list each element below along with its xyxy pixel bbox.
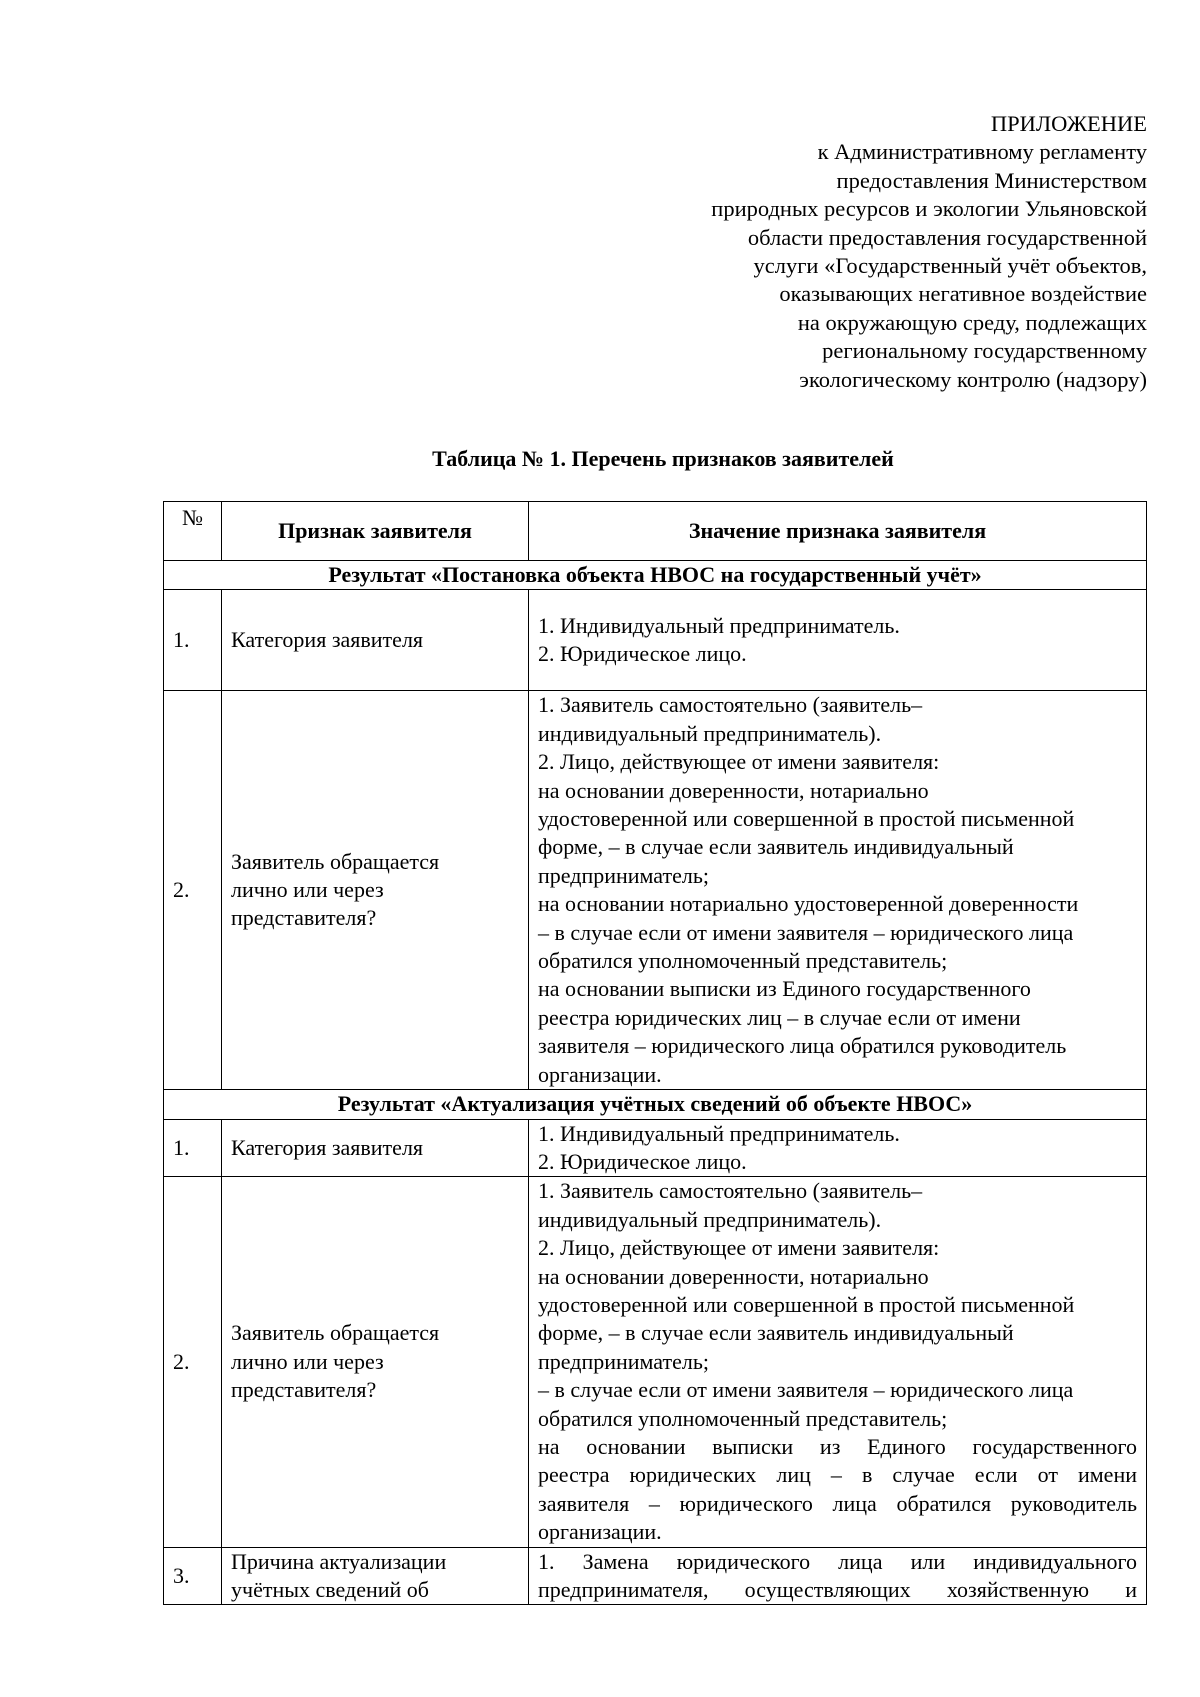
row-sign: Категория заявителя xyxy=(222,1119,529,1177)
row-value: 1. Заявитель самостоятельно (заявитель– индивидуальный предприниматель). 2. Лицо, действующее от имени заявителя: на основании доверенности, нотариально удостоверенной или совершенной в простой письменной форме, – в случае если заявитель индивидуальный предприниматель; на основании нотариально удостоверенной доверенности – в случае если от имени заявителя – юридического лица обратился уполномоченный представитель; на основании выписки из Единого государственного реестра юридических лиц – в случае если от имени заявителя – юридического лица обратился руководитель организации. xyxy=(529,691,1147,1090)
header-sign: Признак заявителя xyxy=(222,502,529,561)
table-row xyxy=(164,590,1147,691)
row-value: 1. Замена юридического лица или индивидуального предпринимателя, осуществляющих хозяйственную и xyxy=(529,1547,1147,1605)
header-value: Значение признака заявителя xyxy=(529,502,1147,561)
row-num: 1. xyxy=(164,590,222,691)
row-sign: Заявитель обращается лично или через представителя? xyxy=(222,1177,529,1547)
appendix-line: предоставления Министерством xyxy=(836,167,1147,193)
appendix-line: экологическому контролю (надзору) xyxy=(799,366,1147,392)
appendix-line: услуги «Государственный учёт объектов, xyxy=(753,253,1147,279)
appendix-line: на окружающую среду, подлежащих xyxy=(797,309,1147,335)
appendix-header xyxy=(547,110,1147,394)
appendix-line: природных ресурсов и экологии Ульяновской xyxy=(711,196,1147,222)
row-num: 2. xyxy=(164,1177,222,1547)
row-value: 1. Индивидуальный предприниматель. 2. Юридическое лицо. xyxy=(529,590,1147,691)
table-title: Таблица № 1. Перечень признаков заявителей xyxy=(432,446,894,471)
header-num: № xyxy=(164,502,222,561)
row-sign: Причина актуализации учётных сведений об xyxy=(222,1547,529,1605)
row-num: 3. xyxy=(164,1547,222,1605)
table-row xyxy=(164,691,1147,1090)
table-row xyxy=(164,1119,1147,1177)
row-value: 1. Индивидуальный предприниматель. 2. Юридическое лицо. xyxy=(529,1119,1147,1177)
section-title: Результат «Актуализация учётных сведений об объекте НВОС» xyxy=(164,1090,1147,1119)
appendix-line: к Административному регламенту xyxy=(817,139,1147,165)
section-row xyxy=(164,1090,1147,1119)
table-header-row xyxy=(164,502,1147,561)
row-num: 2. xyxy=(164,691,222,1090)
row-num: 1. xyxy=(164,1119,222,1177)
table-row xyxy=(164,1177,1147,1547)
row-value: 1. Заявитель самостоятельно (заявитель– индивидуальный предприниматель). 2. Лицо, действующее от имени заявителя: на основании доверенности, нотариально удостоверенной или совершенной в простой письменной форме, – в случае если заявитель индивидуальный предприниматель; – в случае если от имени заявителя – юридического лица обратился уполномоченный представитель; на основании выписки из Единого государственного реестра юридических лиц – в случае если от имени заявителя – юридического лица обратился руководитель организации. xyxy=(529,1177,1147,1547)
section-title: Результат «Постановка объекта НВОС на государственный учёт» xyxy=(164,561,1147,590)
table-row xyxy=(164,1547,1147,1605)
row-sign: Категория заявителя xyxy=(222,590,529,691)
appendix-line: региональному государственному xyxy=(822,338,1147,364)
row-sign: Заявитель обращается лично или через представителя? xyxy=(222,691,529,1090)
section-row xyxy=(164,561,1147,590)
appendix-line: области предоставления государственной xyxy=(747,224,1147,250)
appendix-title: ПРИЛОЖЕНИЕ xyxy=(990,111,1147,136)
appendix-line: оказывающих негативное воздействие xyxy=(779,281,1147,307)
applicant-signs-table xyxy=(163,501,1147,1605)
